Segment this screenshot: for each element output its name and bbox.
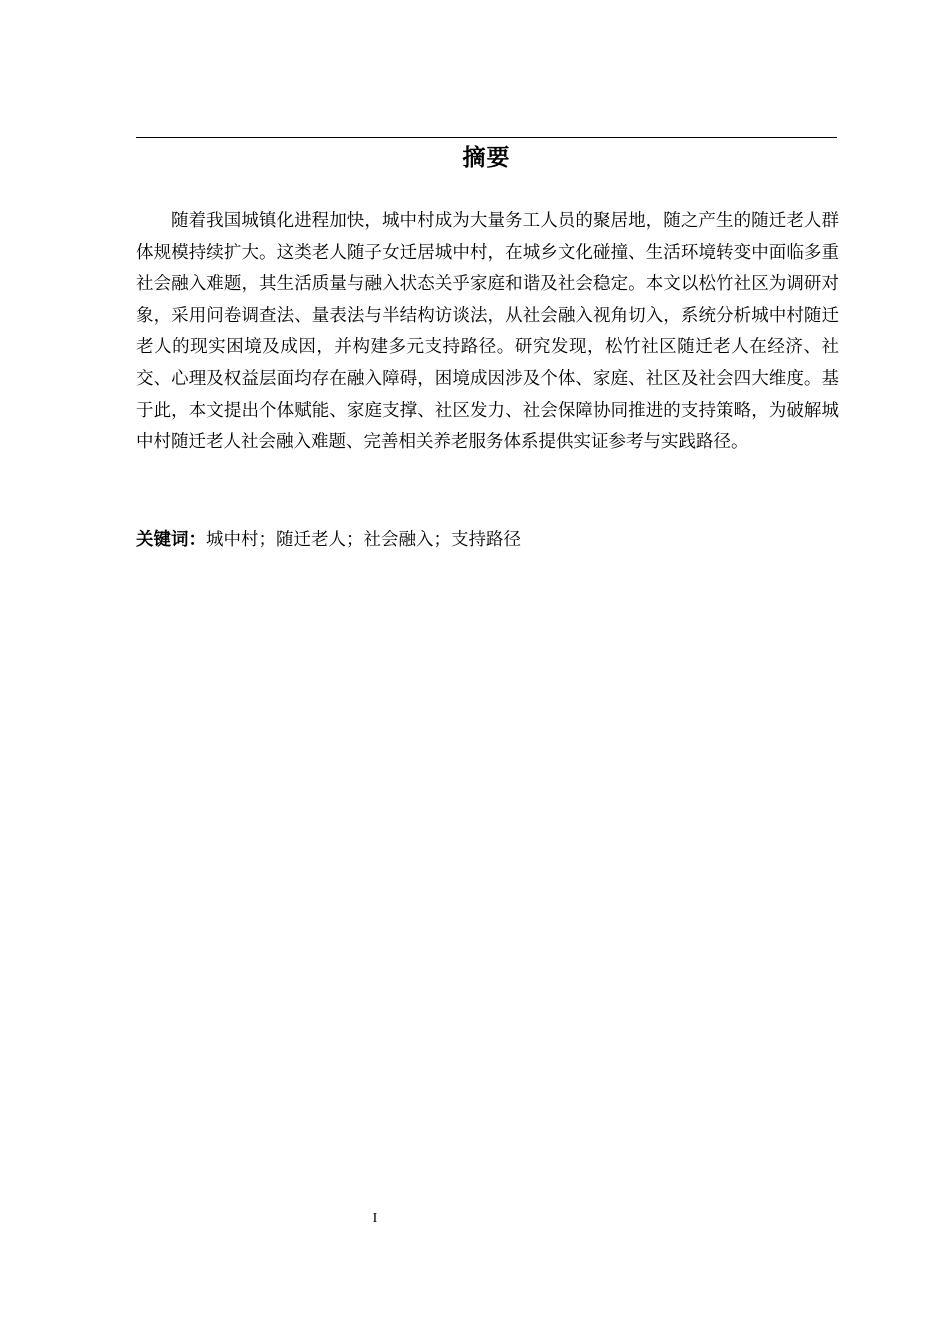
keywords-label: 关键词： — [136, 530, 206, 550]
keywords-line — [136, 526, 521, 554]
abstract-body: 随着我国城镇化进程加快，城中村成为大量务工人员的聚居地，随之产生的随迁老人群体规模持续扩大。这类老人随子女迁居城中村，在城乡文化碰撞、生活环境转变中面临多重社会融入难题，其生活质量与融入状态关乎家庭和谐及社会稳定。本文以松竹社区为调研对象，采用问卷调查法、量表法与半结构访谈法，从社会融入视角切入，系统分析城中村随迁老人的现实困境及成因，并构建多元支持路径。研究发现，松竹社区随迁老人在经济、社交、心理及权益层面均存在融入障碍，困境成因涉及个体、家庭、社区及社会四大维度。基于此，本文提出个体赋能、家庭支撑、社区发力、社会保障协同推进的支持策略，为破解城中村随迁老人社会融入难题、完善相关养老服务体系提供实证参考与实践路径。 — [136, 211, 839, 453]
abstract-title: 摘要 — [462, 145, 511, 171]
keywords-value: 城中村；随迁老人；社会融入；支持路径 — [206, 530, 521, 550]
page-number: I — [372, 1211, 378, 1226]
header-rule — [136, 137, 837, 138]
